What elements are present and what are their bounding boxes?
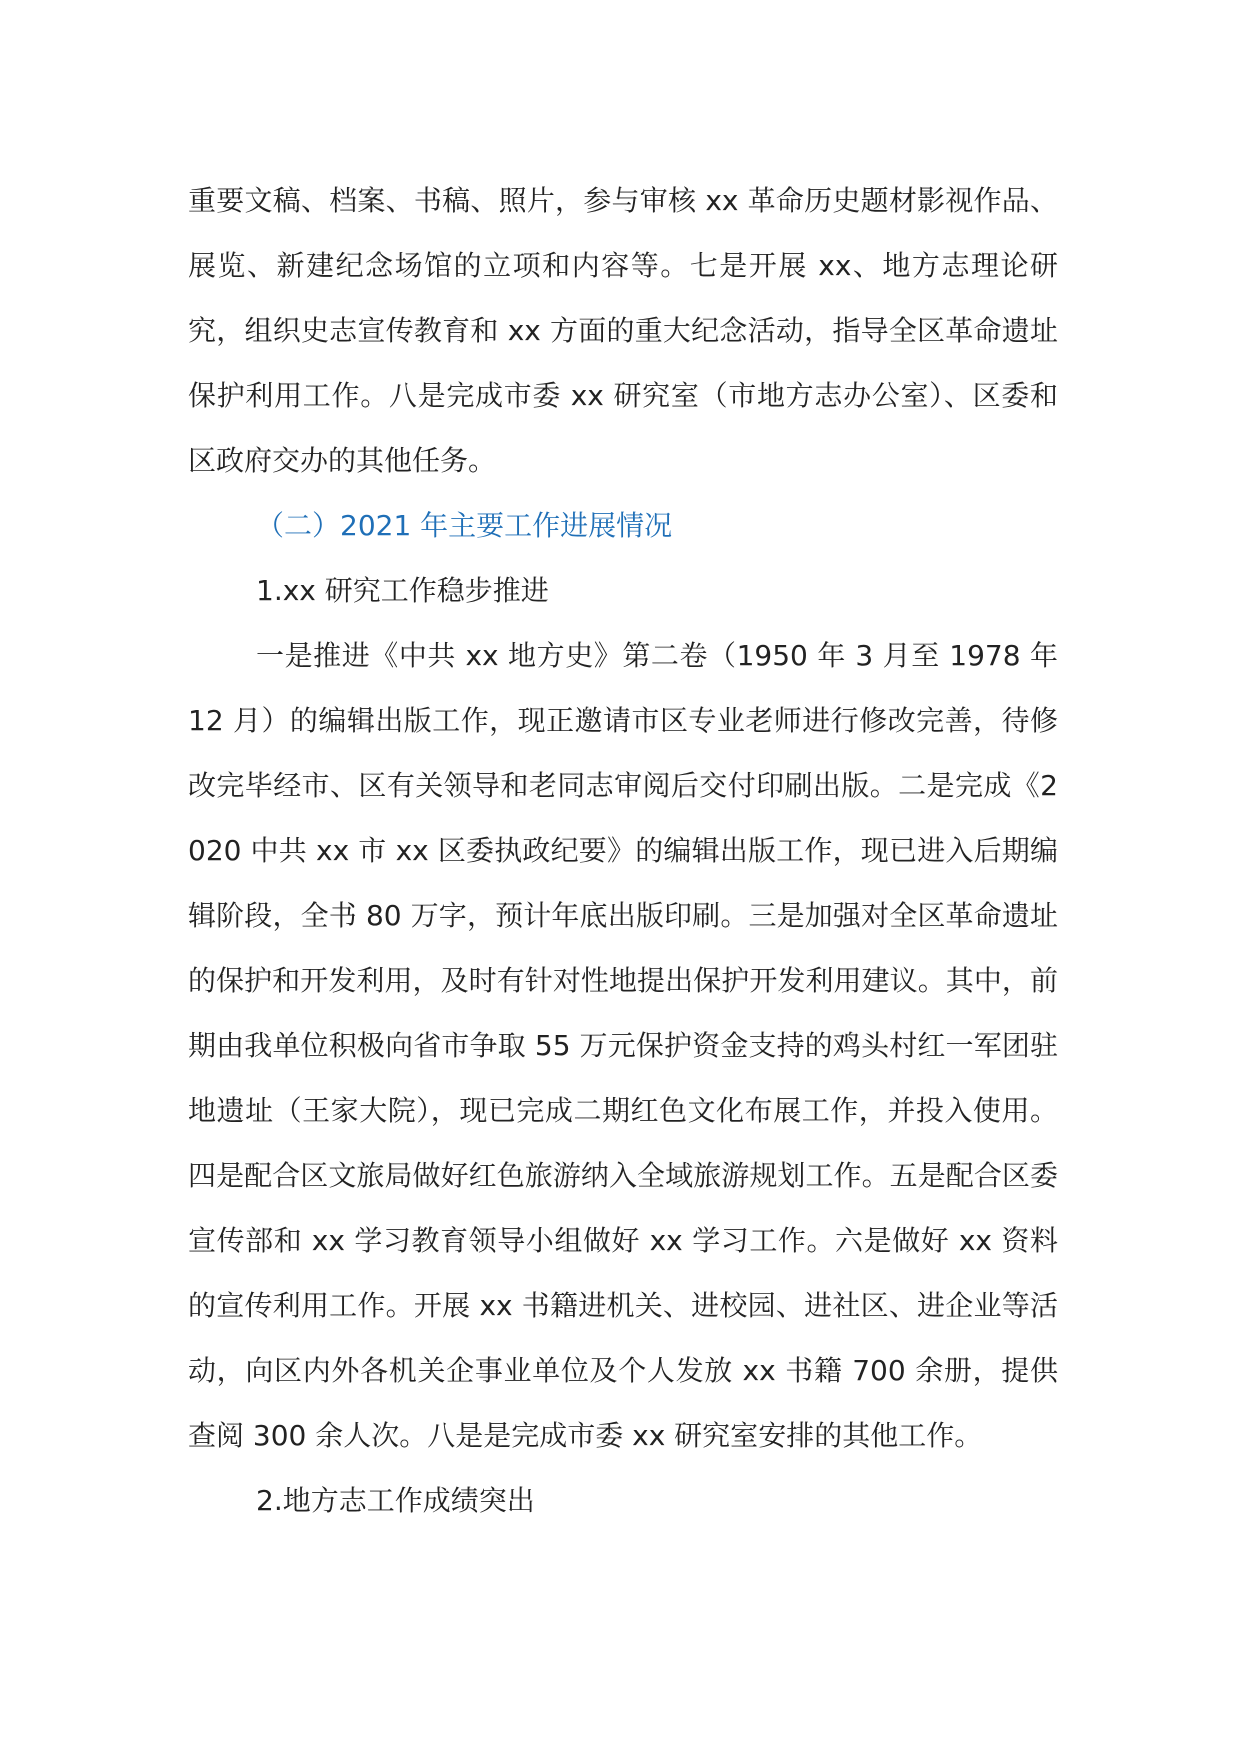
section-heading-2021-progress: （二）2021 年主要工作进展情况 (256, 509, 673, 542)
subheading-local-chronicle-work: 2.地方志工作成绩突出 (256, 1484, 535, 1517)
paragraph-research-details: 一是推进《中共 xx 地方史》第二卷（1950 年 3 月至 1978 年 12 月）的编辑出版工作，现正邀请市区专业老师进行修改完善，待修改完毕经市、区有关领导和老同志审阅后交付印刷出版。二是完成《2020 中共 xx 市 xx 区委执政纪要》的编辑出版工作，现已进入后期编辑阶段，全书 80 万字，预计年底出版印刷。三是加强对全区革命遗址的保护和开发利用，及时有针对性地提出保护开发利用建议。其中，前期由我单位积极向省市争取 55 万元保护资金支持的鸡头村红一军团驻地遗址（王家大院），现已完成二期红色文化布展工作，并投入使用。四是配合区文旅局做好红色旅游纳入全域旅游规划工作。五是配合区委宣传部和 xx 学习教育领导小组做好 xx 学习工作。六是做好 xx 资料的宣传利用工作。开展 xx 书籍进机关、进校园、进社区、进企业等活动，向区内外各机关企事业单位及个人发放 xx 书籍 700 余册，提供查阅 300 余人次。八是是完成市委 xx 研究室安排的其他工作。 (188, 639, 1058, 1452)
document-body (188, 168, 1058, 1533)
subheading-research-work: 1.xx 研究工作稳步推进 (256, 574, 549, 607)
paragraph-continued: 重要文稿、档案、书稿、照片，参与审核 xx 革命历史题材影视作品、展览、新建纪念场馆的立项和内容等。七是开展 xx、地方志理论研究，组织史志宣传教育和 xx 方面的重大纪念活动，指导全区革命遗址保护利用工作。八是完成市委 xx 研究室（市地方志办公室）、区委和区政府交办的其他任务。 (188, 184, 1058, 477)
